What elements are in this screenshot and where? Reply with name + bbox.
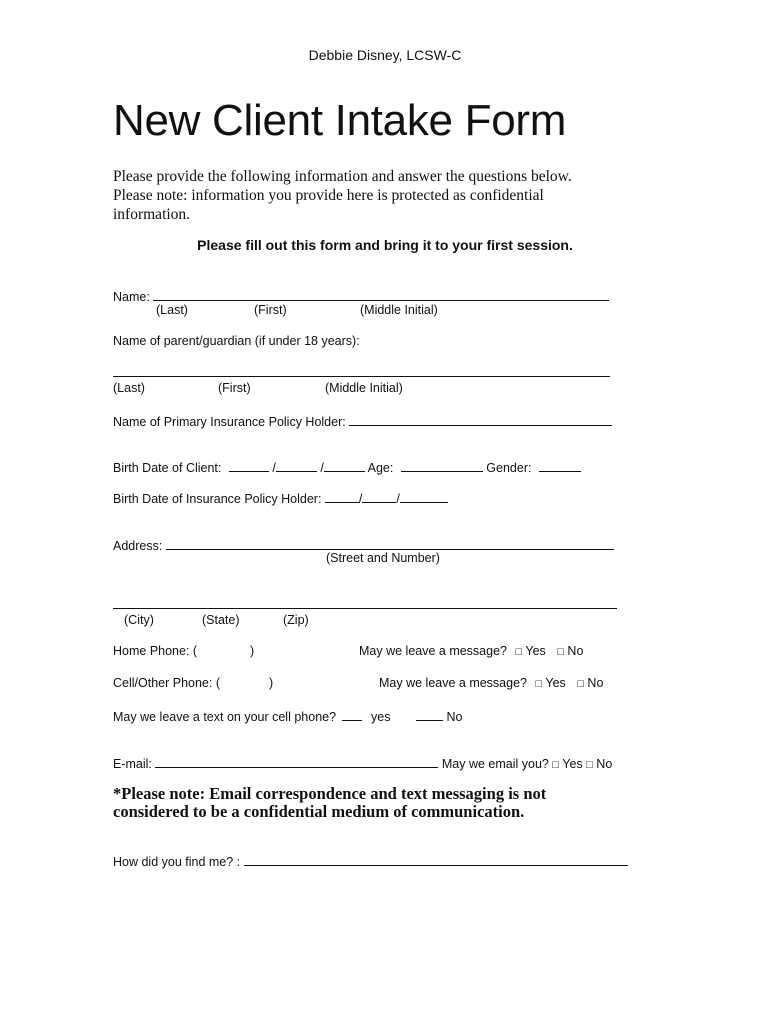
home-message-yes-checkbox[interactable]: □ bbox=[515, 646, 523, 658]
referral-field[interactable] bbox=[244, 852, 628, 866]
home-message-question bbox=[359, 644, 583, 658]
intro-paragraph bbox=[113, 167, 572, 224]
age-label: Age: bbox=[367, 461, 394, 475]
address-street-field[interactable] bbox=[166, 536, 614, 550]
address-sub-state: (State) bbox=[202, 613, 240, 627]
home-phone-close: ) bbox=[250, 644, 255, 658]
home-message-yes-label: Yes bbox=[525, 644, 546, 658]
date-slash: / bbox=[358, 492, 363, 506]
confidentiality-note bbox=[113, 785, 546, 821]
page-title: New Client Intake Form bbox=[113, 96, 567, 145]
holder-birth-label: Birth Date of Insurance Policy Holder: bbox=[113, 492, 322, 506]
holder-birth-year-field[interactable] bbox=[400, 489, 448, 503]
text-question: May we leave a text on your cell phone? bbox=[113, 710, 337, 724]
email-question: May we email you? bbox=[441, 757, 549, 771]
address-city-field[interactable] bbox=[113, 608, 617, 609]
text-row bbox=[113, 707, 462, 724]
cell-message-no-checkbox[interactable]: □ bbox=[577, 678, 584, 690]
birth-label: Birth Date of Client: bbox=[113, 461, 222, 475]
email-row bbox=[113, 754, 612, 771]
address-sub-city: (City) bbox=[124, 613, 154, 627]
note-line: considered to be a confidential medium of communication. bbox=[113, 802, 525, 821]
address-sub-street: (Street and Number) bbox=[326, 551, 440, 565]
name-field[interactable] bbox=[153, 287, 609, 301]
cell-phone-label: Cell/Other Phone: ( bbox=[113, 676, 220, 690]
instruction: Please fill out this form and bring it to your first session. bbox=[197, 237, 573, 253]
date-slash: / bbox=[320, 461, 324, 475]
age-field[interactable] bbox=[401, 458, 483, 472]
birth-month-field[interactable] bbox=[229, 458, 269, 472]
practitioner-name: Debbie Disney, LCSW-C bbox=[308, 47, 462, 63]
insurance-holder-label: Name of Primary Insurance Policy Holder: bbox=[113, 415, 346, 429]
referral-row bbox=[113, 852, 628, 869]
text-yes-field[interactable] bbox=[342, 707, 362, 721]
name-label: Name: bbox=[113, 290, 150, 304]
address-sub-zip: (Zip) bbox=[283, 613, 309, 627]
guardian-sub-last: (Last) bbox=[113, 381, 145, 395]
note-line: *Please note: Email correspondence and text messaging is not bbox=[113, 784, 547, 803]
text-yes-label: yes bbox=[371, 710, 391, 724]
name-sub-last: (Last) bbox=[156, 303, 188, 317]
home-message-no-checkbox[interactable]: □ bbox=[557, 646, 564, 658]
birth-year-field[interactable] bbox=[324, 458, 365, 472]
home-phone-label: Home Phone: ( bbox=[113, 644, 198, 658]
date-slash: / bbox=[272, 461, 276, 475]
guardian-sub-first: (First) bbox=[218, 381, 251, 395]
holder-birth-day-field[interactable] bbox=[362, 489, 396, 503]
address-label: Address: bbox=[113, 539, 163, 553]
guardian-sub-middle: (Middle Initial) bbox=[325, 381, 403, 395]
insurance-holder-field[interactable] bbox=[349, 412, 612, 426]
birth-day-field[interactable] bbox=[276, 458, 317, 472]
name-row bbox=[113, 287, 609, 304]
email-yes-label: Yes bbox=[562, 757, 583, 771]
cell-message-yes-checkbox[interactable]: □ bbox=[535, 678, 543, 690]
email-yes-checkbox[interactable]: □ bbox=[552, 759, 560, 771]
insurance-holder-row bbox=[113, 412, 612, 429]
name-sub-first: (First) bbox=[254, 303, 287, 317]
cell-message-question bbox=[379, 676, 603, 690]
home-message-question-text: May we leave a message? bbox=[359, 644, 507, 658]
email-no-label: No bbox=[596, 757, 613, 771]
referral-label: How did you find me? : bbox=[113, 855, 241, 869]
cell-message-question-text: May we leave a message? bbox=[379, 676, 527, 690]
holder-birth-month-field[interactable] bbox=[325, 489, 359, 503]
text-no-field[interactable] bbox=[416, 707, 443, 721]
email-field[interactable] bbox=[155, 754, 438, 768]
guardian-label: Name of parent/guardian (if under 18 years): bbox=[113, 334, 360, 348]
holder-birth-row bbox=[113, 489, 448, 506]
email-no-checkbox[interactable]: □ bbox=[586, 759, 593, 771]
cell-message-no-label: No bbox=[587, 676, 604, 690]
intro-line: information. bbox=[113, 206, 191, 223]
guardian-field[interactable] bbox=[113, 376, 610, 377]
intro-line: Please note: information you provide here is protected as confidential bbox=[113, 187, 544, 204]
name-sub-middle: (Middle Initial) bbox=[360, 303, 438, 317]
birth-row bbox=[113, 458, 581, 475]
home-message-no-label: No bbox=[567, 644, 584, 658]
date-slash: / bbox=[396, 492, 400, 506]
gender-field[interactable] bbox=[539, 458, 581, 472]
cell-message-yes-label: Yes bbox=[545, 676, 566, 690]
email-label: E-mail: bbox=[113, 757, 152, 771]
cell-phone-close: ) bbox=[269, 676, 274, 690]
gender-label: Gender: bbox=[486, 461, 532, 475]
text-no-label: No bbox=[446, 710, 463, 724]
intro-line: Please provide the following information and answer the questions below. bbox=[113, 168, 572, 185]
